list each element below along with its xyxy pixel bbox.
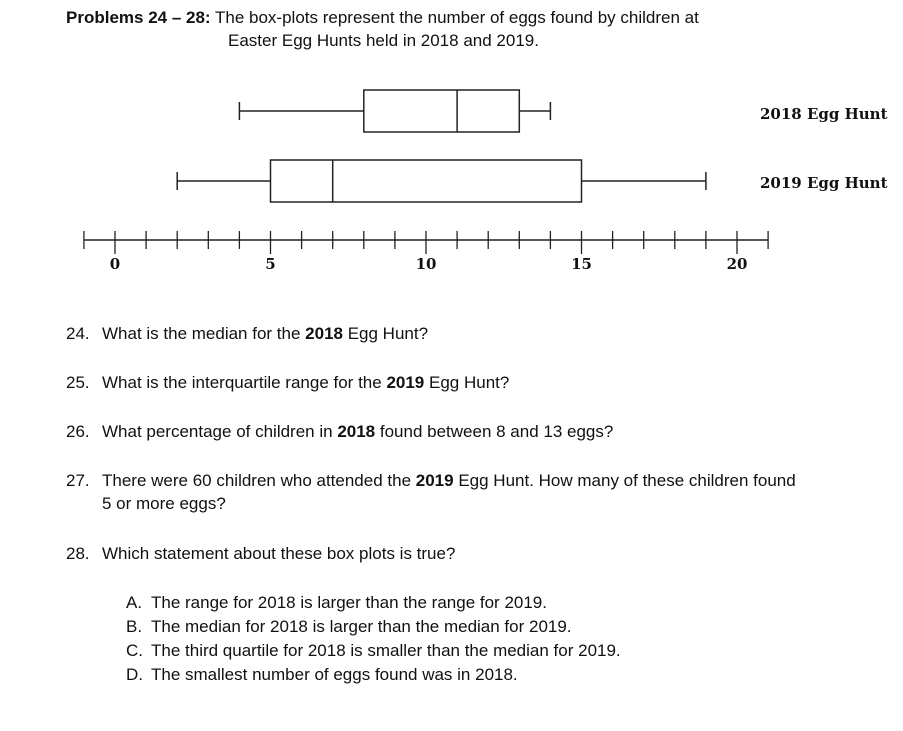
- choice-text: The third quartile for 2018 is smaller than the median for 2019.: [151, 641, 621, 660]
- question-number: 25.: [66, 373, 90, 392]
- axis-tick-label: 15: [571, 255, 592, 273]
- choice-a: [126, 591, 621, 615]
- box-plot-chart: [0, 0, 903, 300]
- question-bold: 2019: [415, 471, 454, 490]
- axis-tick-label: 0: [109, 255, 121, 273]
- problem-label: Problems 24 – 28:: [66, 8, 211, 27]
- question-number: 24.: [66, 324, 90, 343]
- choice-letter: A.: [126, 593, 143, 612]
- header-line-1: The box-plots represent the number of eggs found by children at: [215, 8, 699, 27]
- answer-choices: [126, 591, 621, 687]
- question-25: [66, 371, 886, 394]
- question-bold: 2019: [386, 373, 425, 392]
- axis-tick-label: 10: [415, 255, 437, 273]
- choice-letter: D.: [126, 665, 143, 684]
- question-text-end: Egg Hunt?: [424, 373, 510, 392]
- legend-2019: 2019 Egg Hunt: [760, 174, 888, 192]
- iqr-box: [364, 90, 520, 132]
- question-bold: 2018: [337, 422, 376, 441]
- question-number: 27.: [66, 471, 90, 490]
- question-text-end: Egg Hunt?: [342, 324, 429, 343]
- iqr-box: [271, 160, 582, 202]
- question-text: What percentage of children in: [102, 422, 338, 441]
- legend-2018: 2018 Egg Hunt: [760, 105, 888, 123]
- question-text: What is the interquartile range for the: [102, 373, 387, 392]
- choice-c: [126, 639, 621, 663]
- axis-tick-label: 5: [265, 255, 276, 273]
- question-26: [66, 420, 886, 443]
- question-24: [66, 322, 886, 345]
- question-text: There were 60 children who attended the: [102, 471, 416, 490]
- choice-d: [126, 663, 621, 687]
- choice-b: [126, 615, 621, 639]
- question-continuation: 5 or more eggs?: [102, 494, 226, 513]
- question-27: [66, 469, 886, 515]
- question-text-end: Egg Hunt. How many of these children found: [453, 471, 796, 490]
- question-text: Which statement about these box plots is true?: [102, 544, 456, 563]
- header-line-2: Easter Egg Hunts held in 2018 and 2019.: [228, 31, 539, 50]
- choice-letter: C.: [126, 641, 143, 660]
- question-text-end: found between 8 and 13 eggs?: [375, 422, 614, 441]
- choice-text: The smallest number of eggs found was in 2018.: [151, 665, 518, 684]
- question-number: 28.: [66, 544, 90, 563]
- question-bold: 2018: [305, 324, 343, 343]
- choice-letter: B.: [126, 617, 143, 636]
- question-number: 26.: [66, 422, 90, 441]
- question-28: [66, 542, 886, 565]
- choice-text: The range for 2018 is larger than the range for 2019.: [151, 593, 547, 612]
- choice-text: The median for 2018 is larger than the median for 2019.: [151, 617, 572, 636]
- axis-tick-label: 20: [726, 255, 748, 273]
- question-text: What is the median for the: [102, 324, 306, 343]
